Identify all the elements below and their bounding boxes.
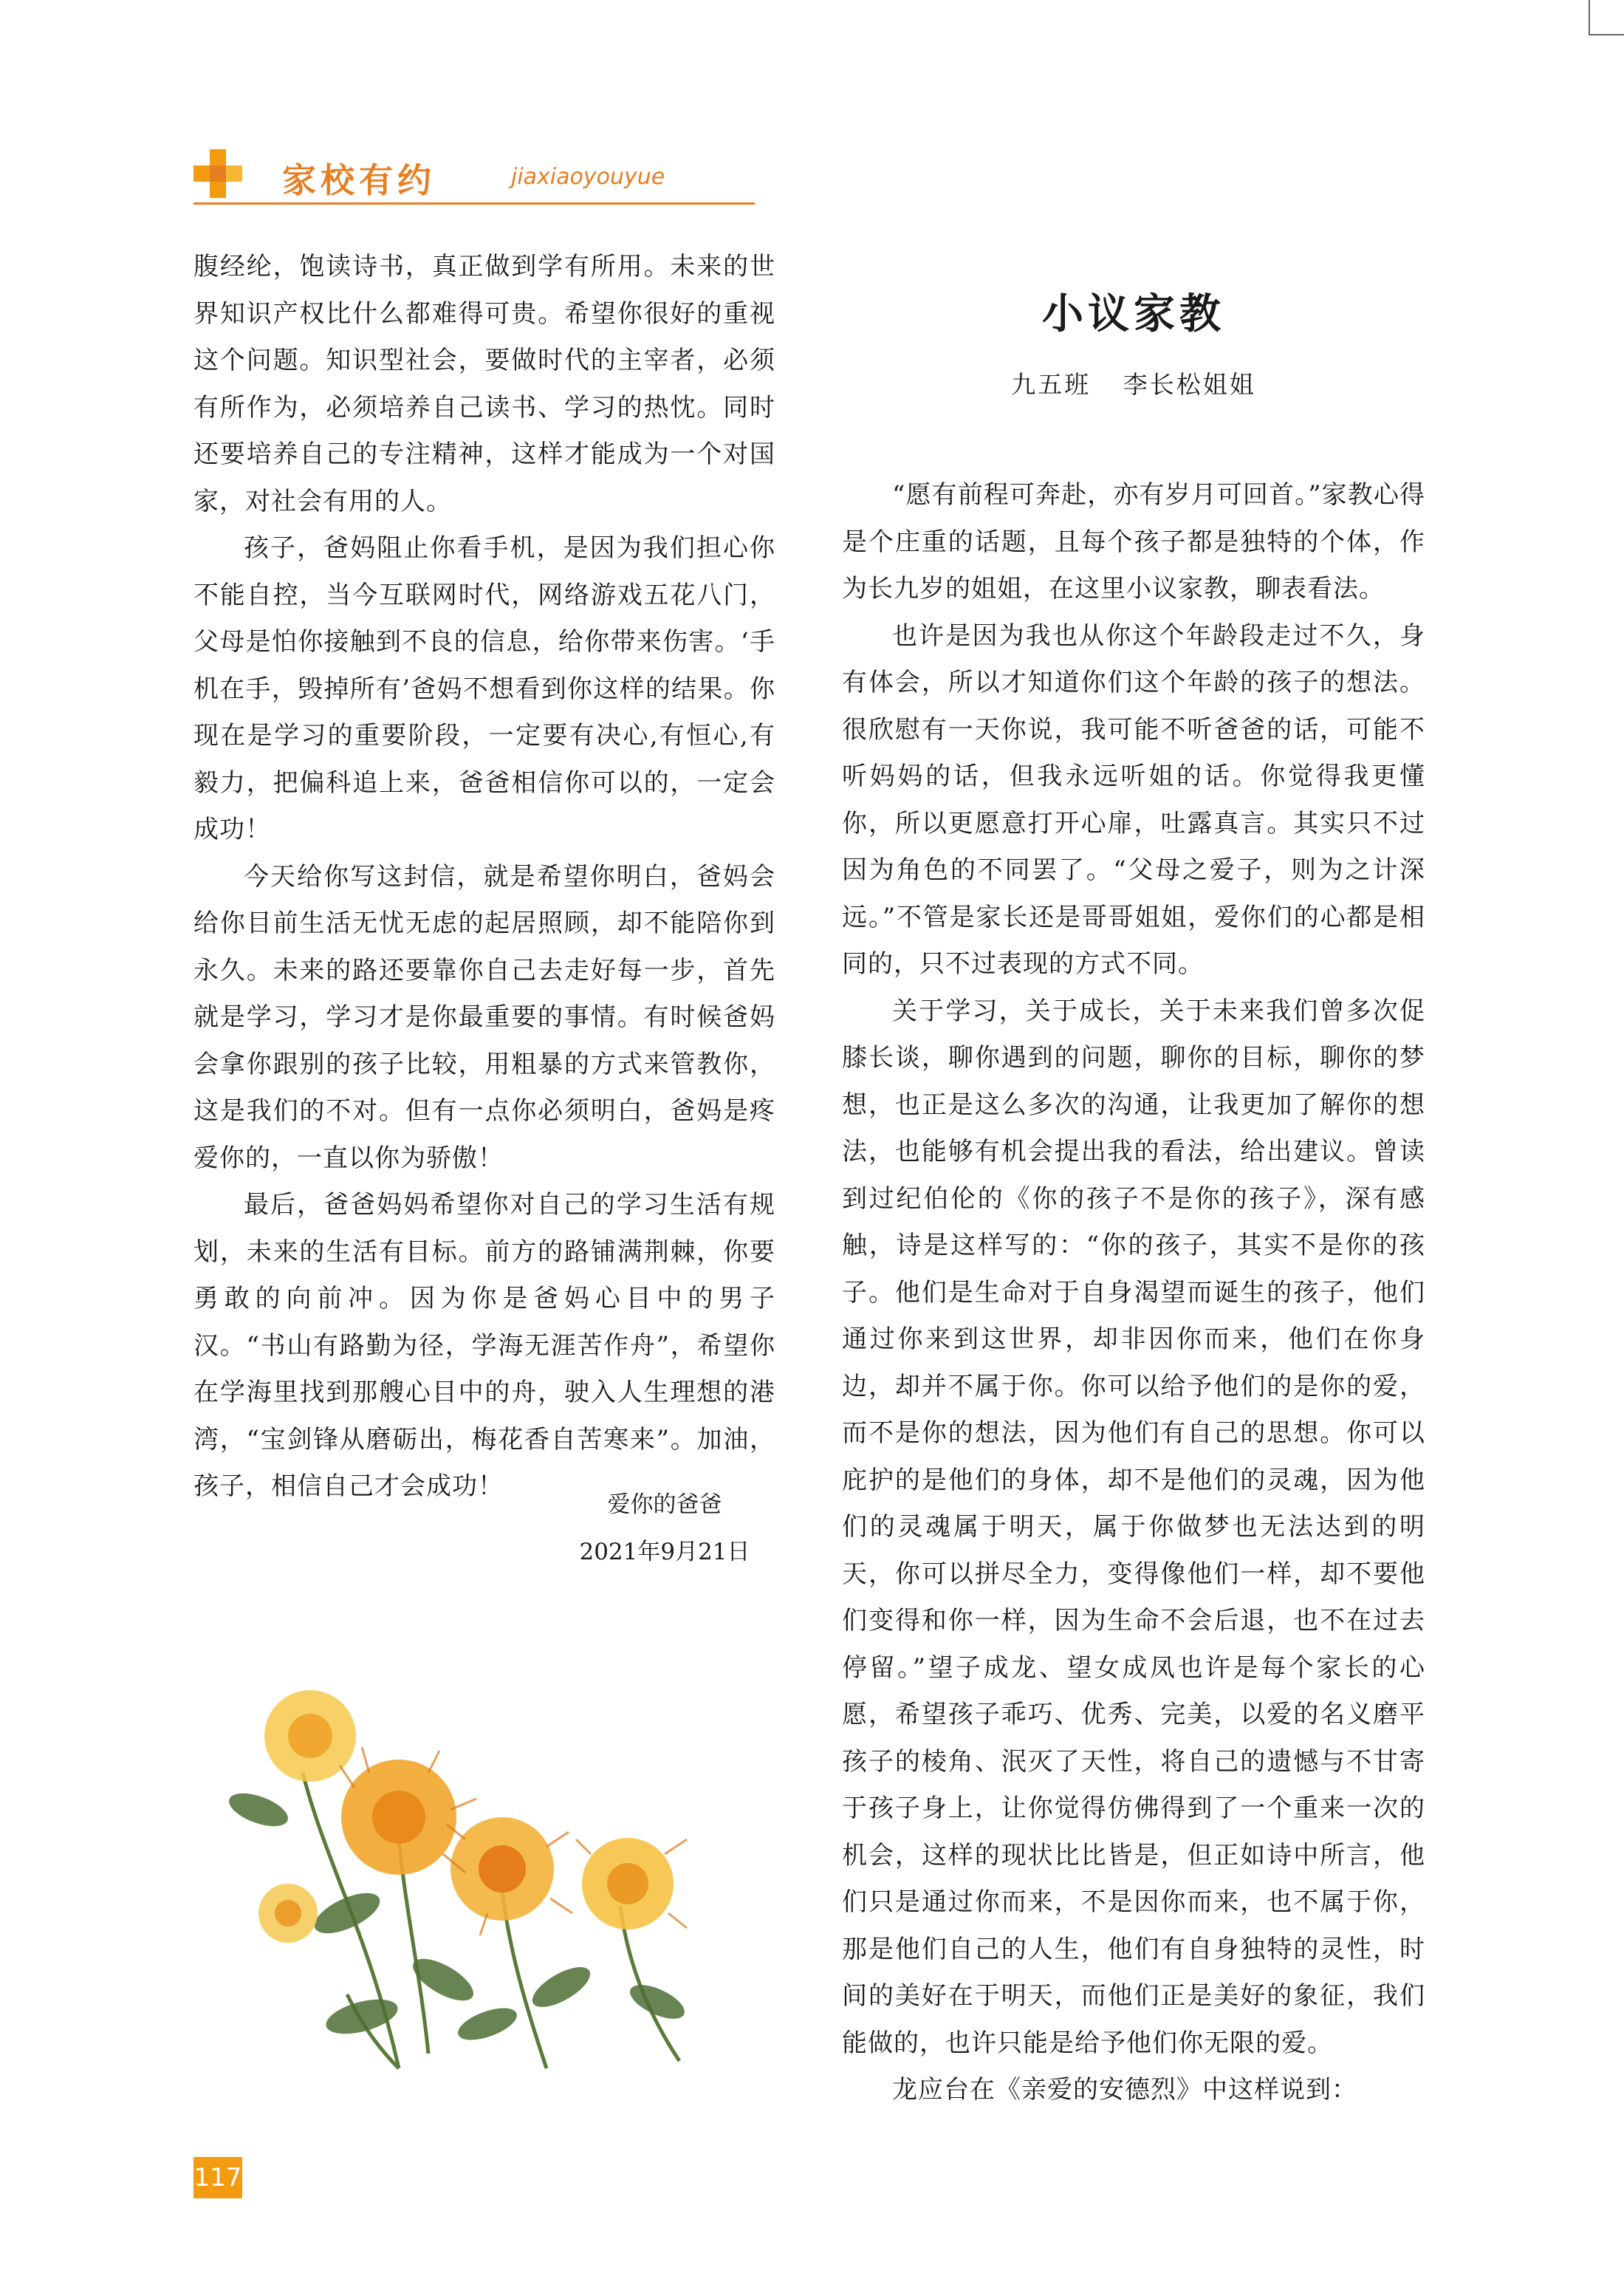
letter-signature: 爱你的爸爸 (607, 1491, 722, 1518)
chrysanthemum-illustration (177, 1669, 753, 2083)
article-paragraph: 龙应台在《亲爱的安德烈》中这样说到： (892, 2075, 1357, 2105)
letter-paragraph: 今天给你写这封信，就是希望你明白，爸妈会给你目前生活无忧无虑的起居照顾，却不能陪你到永久。未来的路还要靠你自己去走好每一步，首先就是学习，学习才是你最重要的事情。有时候爸妈会拿你跟别的孩子比较，用粗暴的方式来管教你，这是我们的不对。但有一点你必须明白，爸妈是疼爱你的，一直以你为骄傲！ (193, 861, 775, 1173)
letter-paragraph: 最后，爸爸妈妈希望你对自己的学习生活有规划，未来的生活有目标。前方的路铺满荆棘，你要勇敢的向前冲。因为你是爸妈心目中的男子汉。“书山有路勤为径，学海无涯苦作舟”，希望你在学海里找到那艘心目中的舟，驶入人生理想的港湾，“宝剑锋从磨砺出，梅花香自苦寒来”。加油，孩子，相信自己才会成功！ (193, 1190, 775, 1501)
letter-column (193, 244, 775, 1511)
article-byline: 九五班 李长松姐姐 (1011, 370, 1256, 399)
page-number: 117 (193, 2157, 242, 2198)
header-rule (193, 202, 755, 205)
plus-logo-icon (193, 149, 241, 196)
letter-paragraph: 腹经纶，饱读诗书，真正做到学有所用。未来的世界知识产权比什么都难得可贵。希望你很好的重视这个问题。知识型社会，要做时代的主宰者，必须有所作为，必须培养自己读书、学习的热忱。同时还要培养自己的专注精神，这样才能成为一个对国家，对社会有用的人。 (193, 252, 775, 516)
crop-mark (1589, 0, 1624, 35)
section-title: 家校有约 (282, 160, 436, 200)
article-title: 小议家教 (1042, 290, 1225, 338)
letter-signature-block (569, 1481, 761, 1576)
letter-date: 2021年9月21日 (579, 1539, 750, 1565)
section-header (193, 148, 755, 207)
article-paragraph: 也许是因为我也从你这个年龄段走过不久，身有体会，所以才知道你们这个年龄的孩子的想法。很欣慰有一天你说，我可能不听爸爸的话，可能不听妈妈的话，但我永远听姐的话。你觉得我更懂你，所以更愿意打开心扉，吐露真言。其实只不过因为角色的不同罢了。“父母之爱子，则为之计深远。”不管是家长还是哥哥姐姐，爱你们的心都是相同的，只不过表现的方式不同。 (842, 621, 1425, 979)
article-paragraph: “愿有前程可奔赴，亦有岁月可回首。”家教心得是个庄重的话题，且每个孩子都是独特的个体，作为长九岁的姐姐，在这里小议家教，聊表看法。 (842, 480, 1425, 604)
article-paragraph: 关于学习，关于成长，关于未来我们曾多次促膝长谈，聊你遇到的问题，聊你的目标，聊你的梦想，也正是这么多次的沟通，让我更加了解你的想法，也能够有机会提出我的看法，给出建议。曾读到过纪伯伦的《你的孩子不是你的孩子》，深有感触，诗是这样写的：“你的孩子，其实不是你的孩子。他们是生命对于自身渴望而诞生的孩子，他们通过你来到这世界，却非因你而来，他们在你身边，却并不属于你。你可以给予他们的是你的爱，而不是你的想法，因为他们有自己的思想。你可以庇护的是他们的身体，却不是他们的灵魂，因为他们的灵魂属于明天，属于你做梦也无法达到的明天，你可以拼尽全力，变得像他们一样，却不要他们变得和你一样，因为生命不会后退，也不在过去停留。”望子成龙、望女成凤也许是每个家长的心愿，希望孩子乖巧、优秀、完美，以爱的名义磨平孩子的棱角、泯灭了天性，将自己的遗憾与不甘寄于孩子身上，让你觉得仿佛得到了一个重来一次的机会，这样的现状比比皆是，但正如诗中所言，他们只是通过你而来，不是因你而来，也不属于你，那是他们自己的人生，他们有自身独特的灵性，时间的美好在于明天，而他们正是美好的象征，我们能做的，也许只能是给予他们你无限的爱。 (842, 996, 1425, 2058)
section-pinyin: jiaxiaoyouyue (511, 164, 665, 190)
article-column (842, 284, 1425, 2114)
letter-paragraph: 孩子，爸妈阻止你看手机，是因为我们担心你不能自控，当今互联网时代，网络游戏五花八门，父母是怕你接触到不良的信息，给你带来伤害。‘手机在手，毁掉所有’爸妈不想看到你这样的结果。你现在是学习的重要阶段，一定要有决心,有恒心,有毅力，把偏科追上来，爸爸相信你可以的，一定会成功！ (193, 533, 775, 844)
